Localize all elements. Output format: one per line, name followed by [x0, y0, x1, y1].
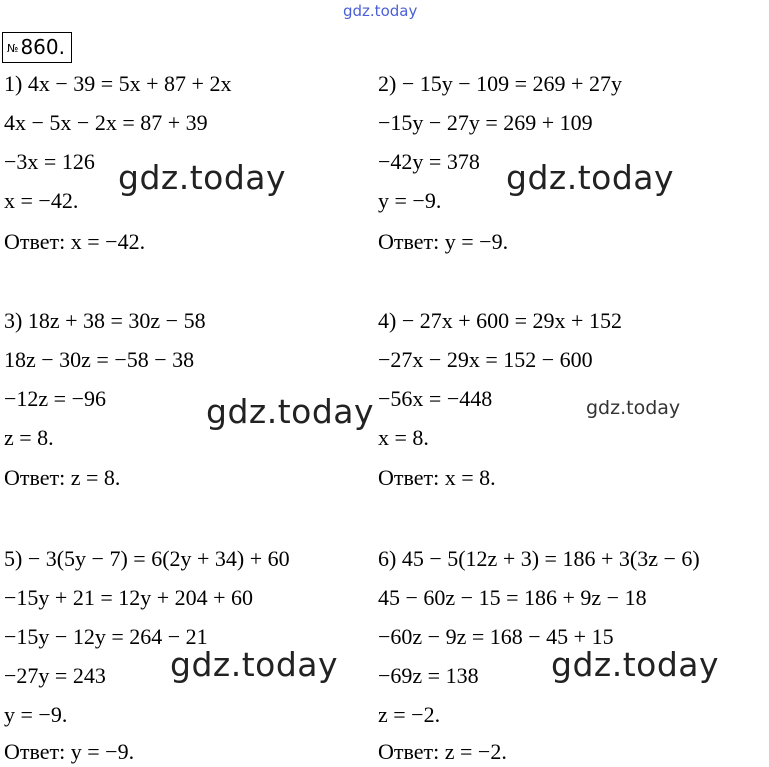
- p6-answer: Ответ: z = −2.: [378, 739, 507, 764]
- watermark: gdz.today: [170, 645, 339, 684]
- p6-line-4: −69z = 138: [378, 663, 479, 688]
- p6-line-2: 45 − 60z − 15 = 186 + 9z − 18: [378, 585, 647, 610]
- watermark: gdz.today: [206, 392, 375, 431]
- p1-line-3: −3x = 126: [4, 149, 95, 174]
- problem-number: 860.: [20, 35, 65, 59]
- p4-answer: Ответ: x = 8.: [378, 465, 496, 490]
- watermark: gdz.today: [506, 158, 675, 197]
- p2-answer: Ответ: y = −9.: [378, 229, 509, 254]
- p5-line-2: −15y + 21 = 12y + 204 + 60: [4, 585, 254, 610]
- p3-line-4: z = 8.: [4, 425, 54, 450]
- p6-line-3: −60z − 9z = 168 − 45 + 15: [378, 624, 614, 649]
- watermark: gdz.today: [118, 158, 287, 197]
- p3-answer: Ответ: z = 8.: [4, 465, 121, 490]
- p1-answer: Ответ: x = −42.: [4, 229, 146, 254]
- p4-line-4: x = 8.: [378, 425, 429, 450]
- site-watermark-top: gdz.today: [343, 2, 418, 20]
- p5-line-3: −15y − 12y = 264 − 21: [4, 624, 208, 649]
- p5-answer: Ответ: y = −9.: [4, 739, 135, 764]
- p4-line-1: 4) − 27x + 600 = 29x + 152: [378, 308, 622, 333]
- p5-line-1: 5) − 3(5y − 7) = 6(2y + 34) + 60: [4, 546, 290, 571]
- p5-line-4: −27y = 243: [4, 663, 106, 688]
- p4-line-2: −27x − 29x = 152 − 600: [378, 347, 593, 372]
- p3-line-1: 3) 18z + 38 = 30z − 58: [4, 308, 206, 333]
- p4-line-3: −56x = −448: [378, 386, 493, 411]
- p2-line-4: y = −9.: [378, 188, 442, 213]
- p2-line-1: 2) − 15y − 109 = 269 + 27y: [378, 71, 622, 96]
- p6-line-1: 6) 45 − 5(12z + 3) = 186 + 3(3z − 6): [378, 546, 700, 571]
- p3-line-2: 18z − 30z = −58 − 38: [4, 347, 195, 372]
- watermark-small: gdz.today: [586, 397, 681, 419]
- number-sign: №: [7, 41, 19, 55]
- p2-line-2: −15y − 27y = 269 + 109: [378, 110, 593, 135]
- p1-line-1: 1) 4x − 39 = 5x + 87 + 2x: [4, 71, 232, 96]
- p1-line-2: 4x − 5x − 2x = 87 + 39: [4, 110, 208, 135]
- problem-number-badge: [2, 32, 72, 63]
- p2-line-3: −42y = 378: [378, 149, 480, 174]
- p3-line-3: −12z = −96: [4, 386, 106, 411]
- watermark: gdz.today: [551, 645, 720, 684]
- p5-line-5: y = −9.: [4, 702, 68, 727]
- p1-line-4: x = −42.: [4, 188, 79, 213]
- p6-line-5: z = −2.: [378, 702, 441, 727]
